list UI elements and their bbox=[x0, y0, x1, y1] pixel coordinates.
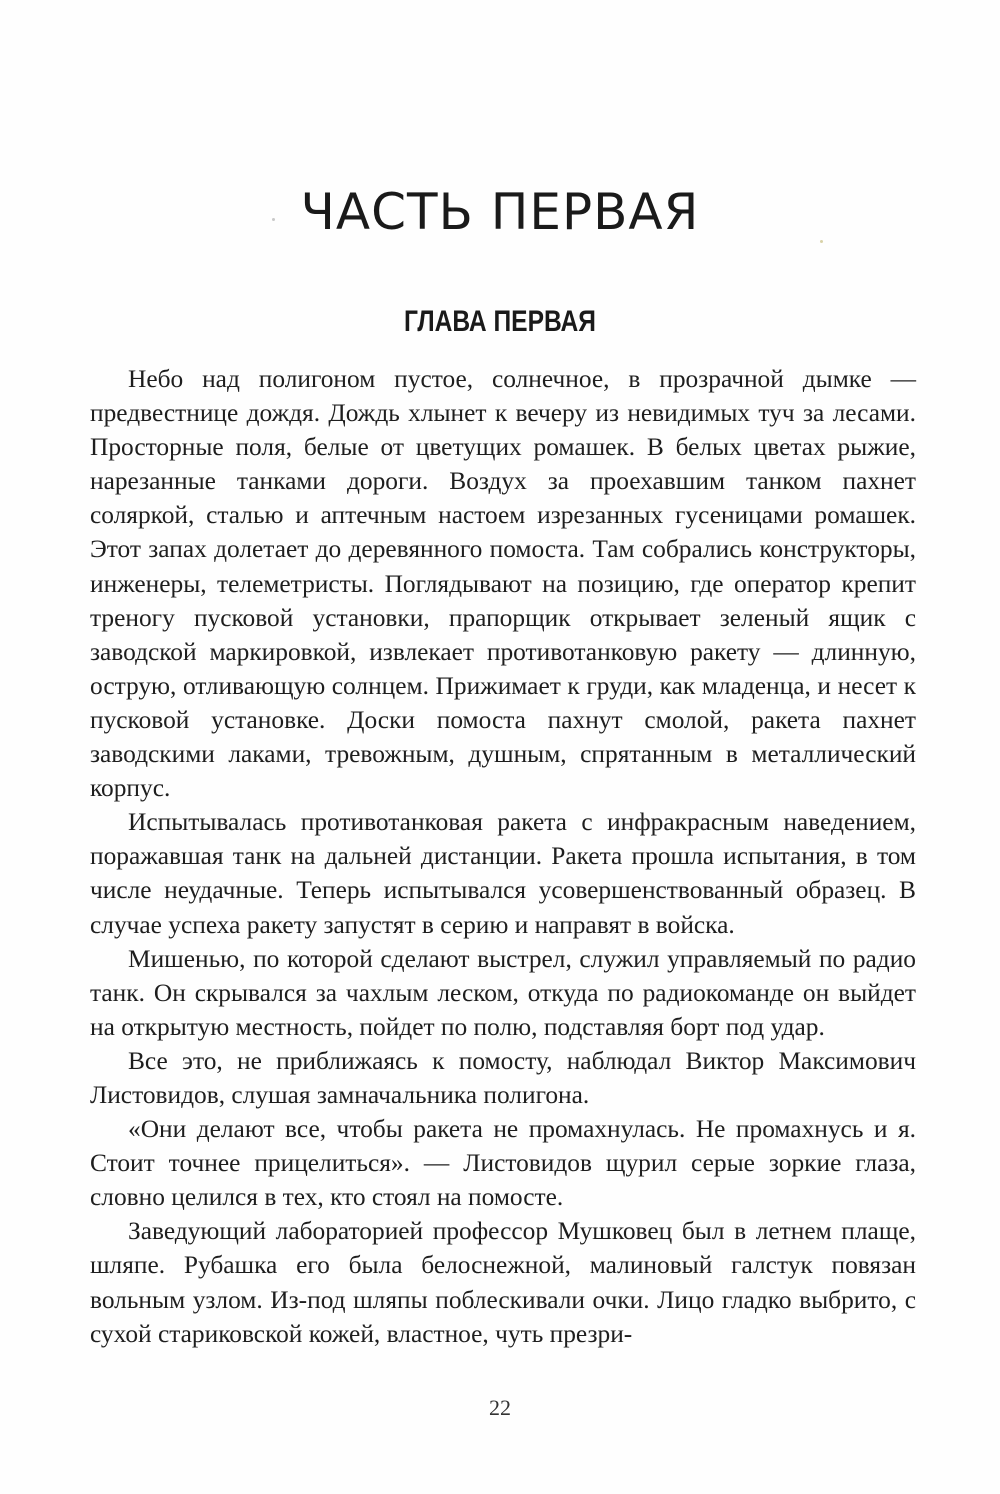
paragraph: Мишенью, по которой сделают выстрел, служил управляемый по радио танк. Он скрывался за чахлым леском, откуда по радиокоманде он выйдет на открытую местность, пойдет по полю, подставляя борт под удар. bbox=[90, 944, 916, 1041]
part-title: ЧАСТЬ ПЕРВАЯ bbox=[300, 183, 700, 241]
paragraph: Испытывалась противотанковая ракета с инфракрасным наведением, поражавшая танк на дальней дистанции. Ракета прошла испытания, в том числе неудачные. Теперь испытывался усовершенствованный образец. В случае успеха ракету запустят в серию и направят в войска. bbox=[90, 808, 916, 939]
paragraph: Небо над полигоном пустое, солнечное, в прозрачной дымке — предвестнице дождя. Дождь хлынет к вечеру из невидимых туч за лесами. Просторные поля, белые от цветущих ромашек. В белых цветах рыжие, нарезанные танками дороги. Воздух за проехавшим танком пахнет соляркой, сталью и аптечным настоем изрезанных гусеницами ромашек. Этот запах долетает до деревянного помоста. Там собрались конструкторы, инженеры, телеметристы. Поглядывают на позицию, где оператор крепит треногу пусковой установки, прапорщик открывает зеленый ящик с заводской маркировкой, извлекает противотанковую ракету — длинную, острую, отливающую солнцем. Прижимает к груди, как младенца, и несет к пусковой установке. Доски помоста пахнут смолой, ракета пахнет заводскими лаками, тревожным, душным, спрятанным в металлический корпус. bbox=[90, 365, 916, 803]
page-number: 22 bbox=[489, 1395, 511, 1420]
paragraph: «Они делают все, чтобы ракета не промахнулась. Не промахнусь и я. Стоит точнее прицелиться». — Листовидов щурил серые зоркие глаза, словно целился в тех, кто стоял на помосте. bbox=[90, 1115, 916, 1212]
chapter-title: ГЛАВА ПЕРВАЯ bbox=[403, 305, 596, 338]
paper-speck bbox=[820, 240, 823, 243]
paragraph: Заведующий лабораторией профессор Мушковец был в летнем плаще, шляпе. Рубашка его была белоснежной, малиновый галстук повязан вольным узлом. Из-под шляпы поблескивали очки. Лицо гладко выбрито, с сухой стариковской кожей, властное, чуть презри- bbox=[90, 1217, 916, 1348]
paper-speck bbox=[272, 218, 275, 221]
paragraph: Все это, не приближаясь к помосту, наблюдал Виктор Максимович Листовидов, слушая замначальника полигона. bbox=[90, 1046, 916, 1109]
chapter-body bbox=[90, 362, 916, 1351]
